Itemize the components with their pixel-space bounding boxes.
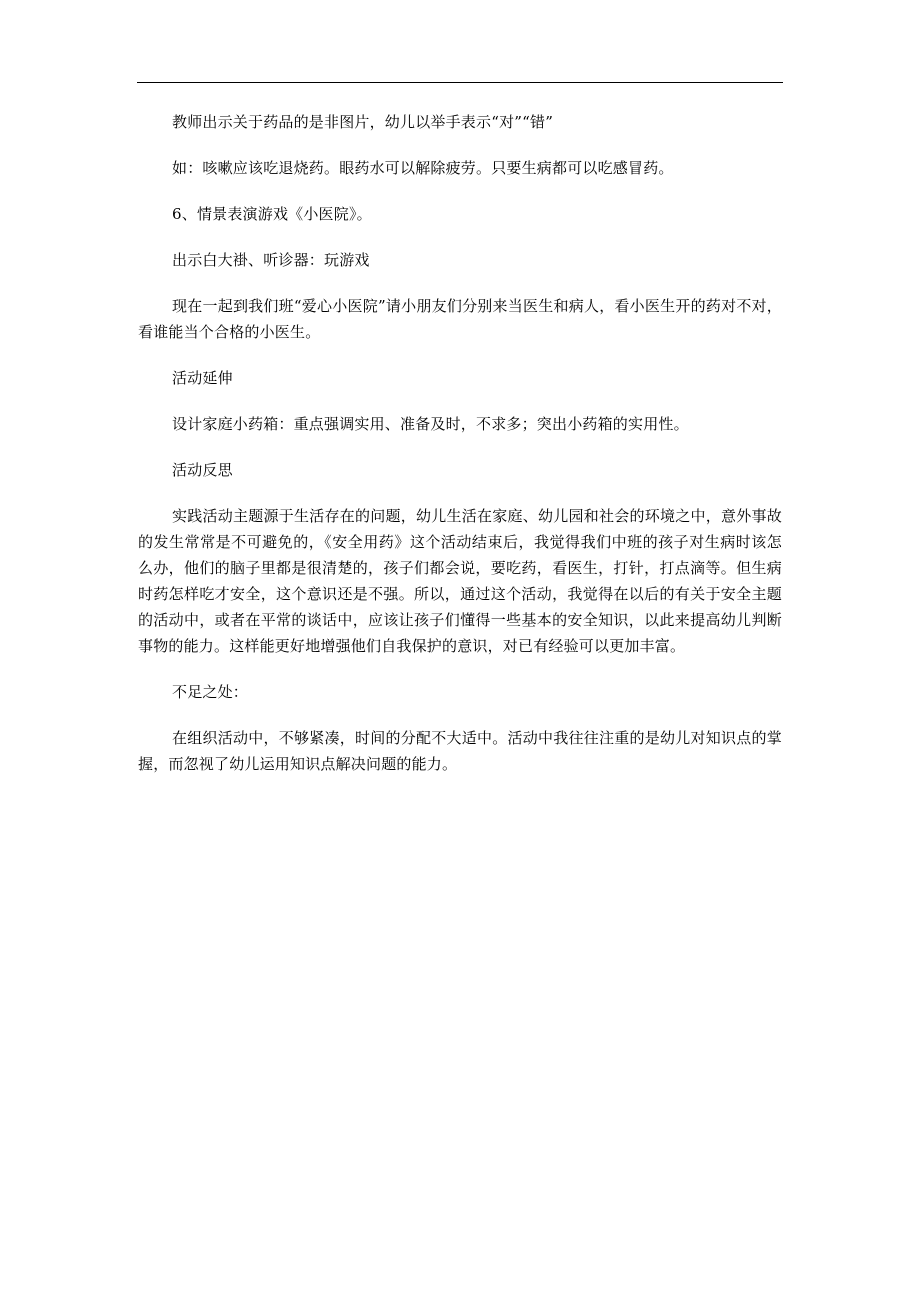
paragraph-examples: 如：咳嗽应该吃退烧药。眼药水可以解除疲劳。只要生病都可以吃感冒药。	[172, 159, 674, 177]
document-body	[138, 109, 782, 797]
paragraph-medicine-box: 设计家庭小药箱：重点强调实用、准备及时，不求多；突出小药箱的实用性。	[172, 415, 689, 433]
paragraph-little-hospital: 现在一起到我们班“爱心小医院”请小朋友们分别来当医生和病人，看小医生开的药对不对，看谁能当个合格的小医生。	[138, 297, 782, 341]
paragraph-step-6: 6、情景表演游戏《小医院》。	[172, 205, 372, 223]
paragraph-reflection: 实践活动主题源于生活存在的问题，幼儿生活在家庭、幼儿园和社会的环境之中，意外事故的发生常常是不可避免的，《安全用药》这个活动结束后，我觉得我们中班的孩子对生病时该怎么办，他们的脑子里都是很清楚的，孩子们都会说，要吃药，看医生，打针，打点滴等。但生病时药怎样吃才安全，这个意识还是不强。所以，通过这个活动，我觉得在以后的有关于安全主题的活动中，或者在平常的谈话中，应该让孩子们懂得一些基本的安全知识，以此来提高幼儿判断事物的能力。这样能更好地增强他们自我保护的意识，对已有经验可以更加丰富。	[138, 507, 782, 655]
paragraph-props: 出示白大褂、听诊器：玩游戏	[172, 251, 370, 269]
header-rule	[137, 82, 783, 83]
paragraph-shortcomings: 在组织活动中，不够紧凑，时间的分配不大适中。活动中我往往注重的是幼儿对知识点的掌握，而忽视了幼儿运用知识点解决问题的能力。	[138, 729, 782, 773]
paragraph-judgment-pictures: 教师出示关于药品的是非图片，幼儿以举手表示“对”“错”	[172, 113, 554, 131]
heading-activity-reflection: 活动反思	[172, 461, 233, 479]
heading-shortcomings: 不足之处：	[172, 683, 249, 701]
heading-activity-extension: 活动延伸	[172, 369, 233, 387]
